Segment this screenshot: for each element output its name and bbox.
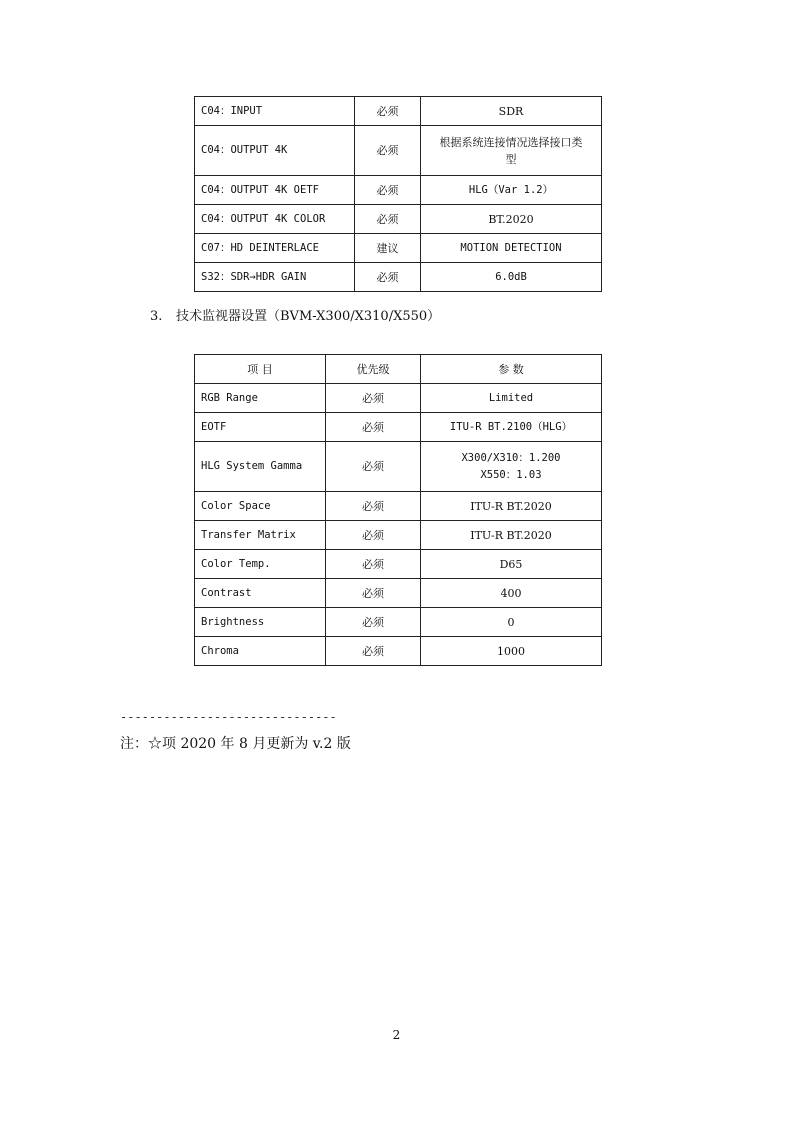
table-row — [195, 442, 602, 492]
column-header-item: 项 目 — [195, 355, 326, 384]
table-cell-item: Brightness — [195, 608, 326, 637]
table-cell-value: SDR — [421, 97, 602, 126]
table-row — [195, 579, 602, 608]
section-heading — [150, 305, 440, 324]
table-cell-priority: 必须 — [355, 176, 421, 205]
table-cell-priority: 建议 — [355, 234, 421, 263]
table-cell-item: Color Temp. — [195, 550, 326, 579]
table-cell-item: HLG System Gamma — [195, 442, 326, 492]
table-cell-item: S32：SDR→HDR GAIN — [195, 263, 355, 292]
page-number: 2 — [392, 1028, 401, 1042]
table-cell-item: Transfer Matrix — [195, 521, 326, 550]
table-cell-value-line: X300/X310：1.200 — [461, 451, 561, 464]
table-row — [195, 263, 602, 292]
footnote-divider: ------------------------------ — [120, 710, 337, 724]
table-cell-value-line: 型 — [505, 152, 517, 166]
table-row — [195, 126, 602, 176]
table-cell-priority: 必须 — [326, 579, 421, 608]
table-row — [195, 176, 602, 205]
table-cell-priority: 必须 — [355, 263, 421, 292]
column-header-priority: 优先级 — [326, 355, 421, 384]
settings-table-1 — [194, 96, 602, 292]
table-cell-priority: 必须 — [326, 413, 421, 442]
table-cell-value: 400 — [421, 579, 602, 608]
footnote-text: 注：☆项 2020 年 8 月更新为 v.2 版 — [120, 736, 351, 752]
table-cell-item: Color Space — [195, 492, 326, 521]
table-row — [195, 492, 602, 521]
table-cell-value: D65 — [421, 550, 602, 579]
table-row — [195, 234, 602, 263]
table-cell-value — [421, 442, 602, 492]
table-cell-priority: 必须 — [326, 384, 421, 413]
table-row — [195, 608, 602, 637]
table-row — [195, 637, 602, 666]
table-header-row — [195, 355, 602, 384]
table-row — [195, 97, 602, 126]
table-cell-priority: 必须 — [355, 126, 421, 176]
table-cell-priority: 必须 — [355, 205, 421, 234]
table-cell-value — [421, 126, 602, 176]
table-cell-item: EOTF — [195, 413, 326, 442]
table-cell-item: Contrast — [195, 579, 326, 608]
table-row — [195, 521, 602, 550]
table-cell-value: MOTION DETECTION — [421, 234, 602, 263]
table-cell-priority: 必须 — [326, 492, 421, 521]
section-title: 技术监视器设置（BVM-X300/X310/X550） — [176, 309, 441, 324]
table-cell-value: 0 — [421, 608, 602, 637]
table-cell-priority: 必须 — [326, 608, 421, 637]
table-cell-value: ITU-R BT.2020 — [421, 521, 602, 550]
table-row — [195, 384, 602, 413]
table-cell-value-line: X550：1.03 — [480, 468, 542, 481]
table-row — [195, 550, 602, 579]
table-cell-item: RGB Range — [195, 384, 326, 413]
monitor-settings-table — [194, 354, 602, 666]
column-header-parameter: 参 数 — [421, 355, 602, 384]
table-cell-value: ITU-R BT.2100（HLG） — [421, 413, 602, 442]
table-cell-item: Chroma — [195, 637, 326, 666]
table-cell-priority: 必须 — [326, 637, 421, 666]
table-row — [195, 413, 602, 442]
table-cell-item: C04：OUTPUT 4K COLOR — [195, 205, 355, 234]
table-cell-priority: 必须 — [326, 521, 421, 550]
table-cell-item: C04：OUTPUT 4K OETF — [195, 176, 355, 205]
table-cell-item: C07：HD DEINTERLACE — [195, 234, 355, 263]
table-cell-value: Limited — [421, 384, 602, 413]
table-cell-value: HLG（Var 1.2） — [421, 176, 602, 205]
section-number: 3. — [150, 309, 163, 324]
table-cell-value: 1000 — [421, 637, 602, 666]
table-cell-value: 6.0dB — [421, 263, 602, 292]
table-cell-item: C04：OUTPUT 4K — [195, 126, 355, 176]
table-cell-priority: 必须 — [355, 97, 421, 126]
table-cell-value: ITU-R BT.2020 — [421, 492, 602, 521]
table-cell-priority: 必须 — [326, 442, 421, 492]
table-cell-value-line: 根据系统连接情况选择接口类 — [439, 135, 583, 149]
table-row — [195, 205, 602, 234]
table-cell-priority: 必须 — [326, 550, 421, 579]
table-cell-item: C04：INPUT — [195, 97, 355, 126]
table-cell-value: BT.2020 — [421, 205, 602, 234]
